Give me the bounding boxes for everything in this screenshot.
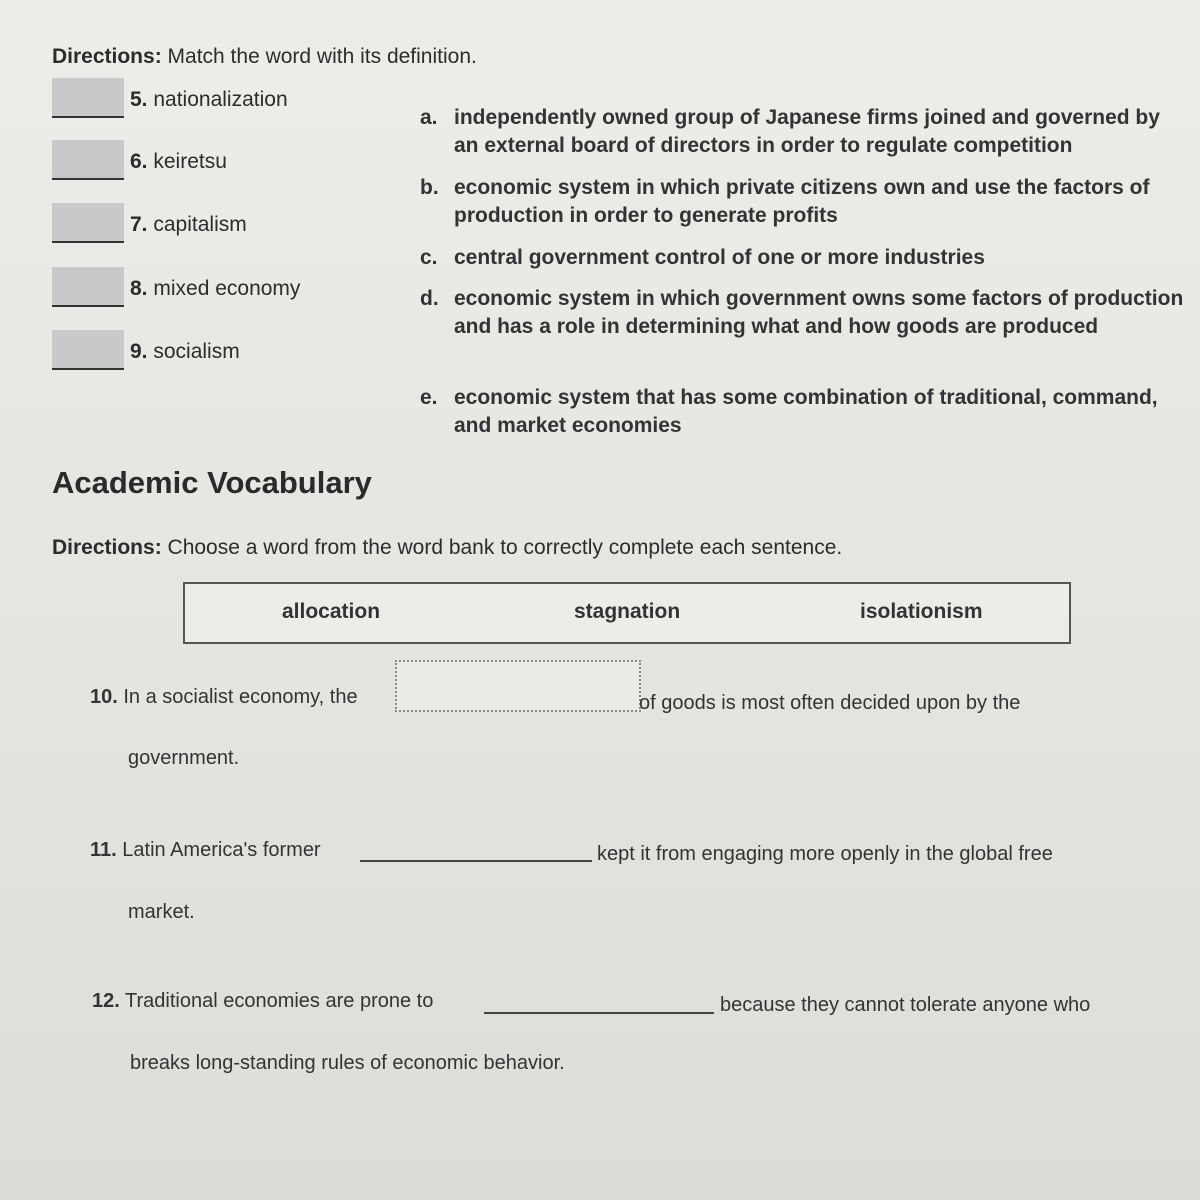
word-bank-item: stagnation (574, 600, 681, 623)
answer-input-10[interactable] (395, 660, 641, 712)
question-number: 10. (90, 686, 118, 708)
definition-text: economic system that has some combination of traditional, command, and market economies (454, 386, 1158, 437)
term-text: capitalism (153, 213, 247, 236)
term-text: nationalization (153, 88, 288, 111)
question-12-after: because they cannot tolerate anyone who (720, 994, 1091, 1016)
answer-input-12[interactable] (484, 1012, 714, 1014)
answer-input-5[interactable] (52, 78, 124, 118)
directions-label: Directions: (52, 45, 162, 68)
definition-text: independently owned group of Japanese firms joined and governed by an external board of directors in order to regulate competition (454, 106, 1160, 157)
word-bank (183, 582, 1071, 644)
question-11-after: kept it from engaging more openly in the global free (597, 843, 1053, 865)
term-number: 5. (130, 88, 148, 111)
term-label (130, 150, 227, 174)
question-11-continued: market. (128, 901, 195, 923)
term-row-8 (52, 267, 382, 307)
definition-letter: b. (420, 176, 439, 199)
answer-input-8[interactable] (52, 267, 124, 307)
question-10-start (90, 686, 358, 709)
question-text: Latin America's former (122, 839, 321, 861)
definition-letter: a. (420, 106, 438, 129)
question-10-after: of goods is most often decided upon by the (639, 692, 1021, 714)
definition-letter: e. (420, 386, 438, 409)
answer-input-9[interactable] (52, 330, 124, 370)
question-text: Traditional economies are prone to (125, 990, 434, 1012)
definition-letter: d. (420, 287, 439, 310)
directions-text: Match the word with its definition. (167, 45, 477, 68)
term-row-6 (52, 140, 382, 180)
term-row-9 (52, 330, 382, 370)
definition-d (420, 285, 1190, 341)
word-bank-item: isolationism (860, 600, 983, 623)
answer-input-11[interactable] (360, 860, 592, 862)
definition-c (420, 244, 1190, 272)
term-text: mixed economy (153, 277, 301, 300)
definition-text: economic system in which private citizens own and use the factors of production in order to generate profits (454, 176, 1150, 227)
question-11-start (90, 839, 321, 862)
term-number: 6. (130, 150, 148, 173)
word-bank-item: allocation (282, 600, 381, 623)
question-12-continued: breaks long-standing rules of economic behavior. (130, 1052, 565, 1074)
definition-b (420, 174, 1190, 230)
directions-text: Choose a word from the word bank to correctly complete each sentence. (167, 536, 843, 559)
matching-directions (52, 45, 477, 69)
term-label (130, 277, 300, 301)
question-number: 12. (92, 990, 120, 1012)
definition-text: economic system in which government owns some factors of production and has a role in determining what and how goods are produced (454, 287, 1184, 338)
answer-input-6[interactable] (52, 140, 124, 180)
question-number: 11. (90, 839, 117, 861)
vocab-directions (52, 536, 842, 560)
directions-label: Directions: (52, 536, 162, 559)
term-number: 8. (130, 277, 148, 300)
definition-a (420, 104, 1190, 160)
term-text: keiretsu (153, 150, 227, 173)
definition-text: central government control of one or more industries (454, 246, 985, 269)
definition-letter: c. (420, 246, 438, 269)
term-label (130, 340, 240, 364)
term-label (130, 213, 247, 237)
question-10-continued: government. (128, 747, 240, 769)
term-label (130, 88, 288, 112)
question-12-start (92, 990, 433, 1013)
section-title: Academic Vocabulary (52, 465, 372, 500)
term-row-7 (52, 203, 382, 243)
answer-input-7[interactable] (52, 203, 124, 243)
term-row-5 (52, 78, 382, 118)
question-text: In a socialist economy, the (123, 686, 358, 708)
definition-e (420, 384, 1190, 440)
term-text: socialism (153, 340, 240, 363)
term-number: 7. (130, 213, 148, 236)
term-number: 9. (130, 340, 148, 363)
